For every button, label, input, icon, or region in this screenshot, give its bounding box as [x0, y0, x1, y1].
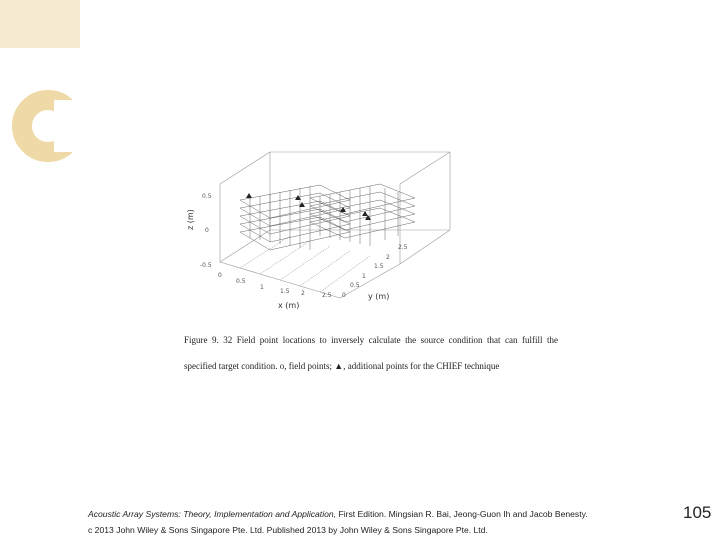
y-axis-label: y (m) — [368, 292, 390, 301]
z-tick: 0.5 — [202, 193, 212, 200]
z-tick: 0 — [205, 227, 209, 234]
y-tick: 1.5 — [374, 263, 384, 270]
x-tick: 0 — [218, 272, 222, 279]
z-tick: -0.5 — [200, 262, 212, 269]
figure-3d-plot — [180, 140, 580, 310]
x-axis-label: x (m) — [278, 301, 300, 310]
x-tick: 1.5 — [280, 288, 290, 295]
copyright-line: c 2013 John Wiley & Sons Singapore Pte. Ltd. Published 2013 by John Wiley & Sons Singapore Pte. Ltd. — [88, 525, 488, 535]
y-tick: 2.5 — [398, 244, 408, 251]
c-arc-decoration — [22, 100, 90, 152]
y-tick: 2 — [386, 254, 390, 261]
corner-decoration — [0, 0, 90, 180]
y-tick: 0 — [342, 292, 346, 299]
book-title: Acoustic Array Systems: Theory, Implementation and Application, — [88, 509, 337, 519]
chief-points — [246, 193, 371, 220]
page-number: 105 — [683, 503, 712, 522]
x-tick: 2 — [301, 290, 305, 297]
y-tick: 1 — [362, 273, 366, 280]
y-tick: 0.5 — [350, 282, 360, 289]
field-point-grid-2 — [310, 184, 415, 246]
citation-authors: First Edition. Mingsian R. Bai, Jeong-Guon Ih and Jacob Benesty. — [336, 509, 588, 519]
x-tick: 2.5 — [322, 292, 332, 299]
z-axis-label: z (m) — [186, 209, 195, 230]
citation — [88, 506, 678, 538]
axes-box — [220, 152, 450, 298]
corner-block — [0, 0, 80, 48]
x-tick: 1 — [260, 284, 264, 291]
figure-caption: Figure 9. 32 Field point locations to inversely calculate the source condition that can fulfill the specified target condition. o, field points; ▲, additional points for the CHIEF technique — [184, 335, 558, 371]
x-tick: 0.5 — [236, 278, 246, 285]
